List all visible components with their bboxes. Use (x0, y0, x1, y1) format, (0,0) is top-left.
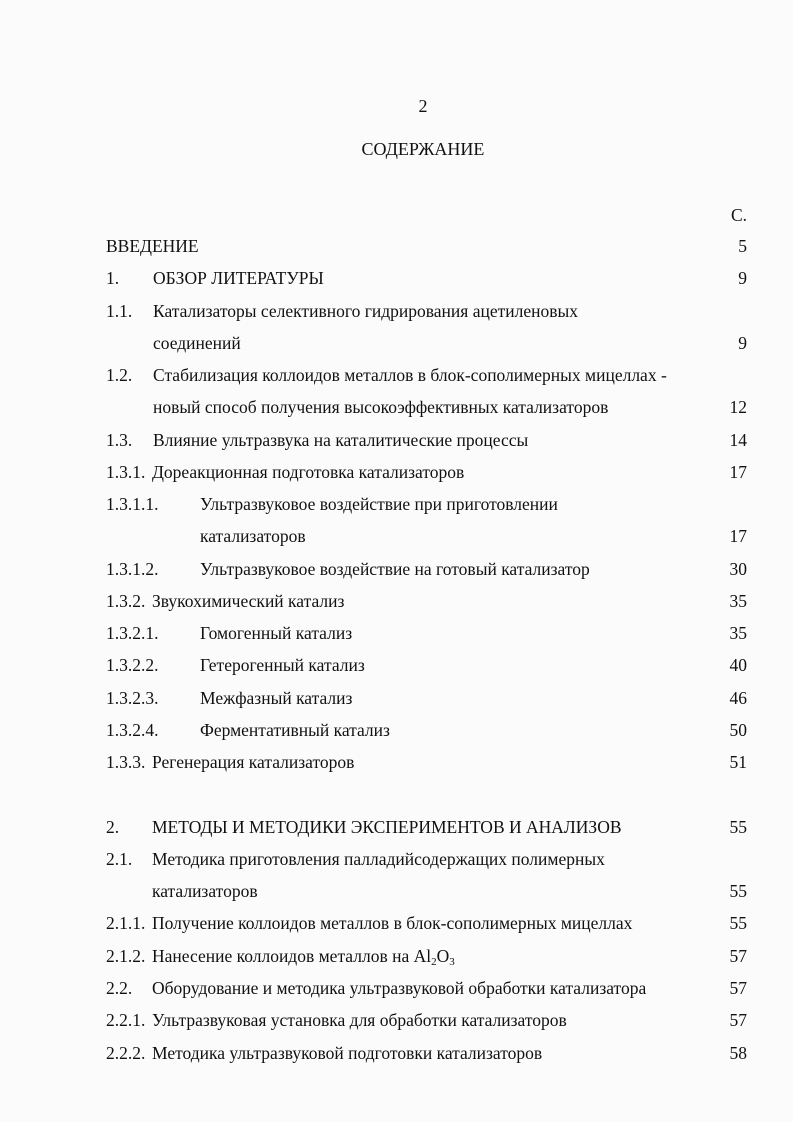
toc-page: 55 (729, 881, 747, 901)
toc-page: 40 (729, 655, 747, 675)
toc-number: 1.3.1.2. (106, 559, 159, 579)
toc-title: Стабилизация коллоидов металлов в блок-сополимерных мицеллах - (153, 365, 667, 385)
toc-page: 57 (729, 978, 747, 998)
toc-page: 57 (729, 1010, 747, 1030)
toc-entry[interactable] (0, 655, 793, 681)
toc-page: 5 (738, 236, 747, 256)
toc-number: 2.1. (106, 849, 133, 869)
toc-number: 2. (106, 817, 120, 837)
toc-entry[interactable] (0, 591, 793, 617)
toc-title: Межфазный катализ (200, 688, 353, 708)
toc-entry[interactable] (0, 1010, 793, 1036)
page-column-header (0, 205, 793, 231)
toc-entry[interactable] (0, 559, 793, 585)
toc-title: Гетерогенный катализ (200, 655, 365, 675)
toc-number: 1.3.2.4. (106, 720, 159, 740)
toc-page: 9 (738, 333, 747, 353)
toc-title: Методика ультразвуковой подготовки катализаторов (152, 1043, 543, 1063)
toc-page: 55 (729, 817, 747, 837)
toc-title: Оборудование и методика ультразвуковой обработки катализатора (152, 978, 647, 998)
toc-page: 14 (729, 430, 747, 450)
toc-number: 2.1.2. (106, 946, 146, 966)
toc-title: Регенерация катализаторов (152, 752, 355, 772)
toc-title: Гомогенный катализ (200, 623, 353, 643)
toc-title: катализаторов (200, 526, 306, 546)
page-number: 2 (418, 96, 428, 116)
toc-page: 58 (729, 1043, 747, 1063)
toc-entry[interactable] (0, 268, 793, 294)
page-title: СОДЕРЖАНИЕ (361, 139, 485, 159)
toc-number: 2.2. (106, 978, 133, 998)
toc-title: Ультразвуковое воздействие при приготовлении (200, 494, 558, 514)
toc-entry[interactable] (0, 720, 793, 746)
toc-number: 1. (106, 268, 120, 288)
toc-title: Ультразвуковое воздействие на готовый катализатор (200, 559, 590, 579)
toc-entry-continuation[interactable] (0, 397, 793, 423)
toc-entry[interactable] (0, 978, 793, 1004)
toc-entry[interactable] (0, 494, 793, 520)
toc-entry[interactable] (0, 430, 793, 456)
toc-page: 50 (729, 720, 747, 740)
toc-page: 30 (729, 559, 747, 579)
toc-number: 1.3.1.1. (106, 494, 159, 514)
toc-entry[interactable] (0, 688, 793, 714)
toc-entry[interactable] (0, 301, 793, 327)
subscript: 3 (449, 956, 455, 968)
toc-title-text: O (436, 946, 450, 966)
toc-entry[interactable] (0, 752, 793, 778)
toc-entry[interactable] (0, 913, 793, 939)
toc-number: 1.3. (106, 430, 133, 450)
toc-number: 1.3.3. (106, 752, 146, 772)
toc-title: ОБЗОР ЛИТЕРАТУРЫ (153, 268, 324, 288)
toc-title (152, 946, 455, 967)
page-column-label: С. (730, 205, 747, 225)
subscript: 2 (431, 956, 437, 968)
toc-page: 12 (729, 397, 747, 417)
toc-entry[interactable] (0, 849, 793, 875)
toc-number: 2.2.2. (106, 1043, 146, 1063)
toc-page: 46 (729, 688, 747, 708)
toc-number: 2.2.1. (106, 1010, 146, 1030)
toc-entry[interactable] (0, 1043, 793, 1069)
toc-title: Ультразвуковая установка для обработки катализаторов (152, 1010, 567, 1030)
toc-entry[interactable] (0, 817, 793, 843)
toc-page: 9 (738, 268, 747, 288)
toc-page: 57 (729, 946, 747, 966)
toc-title: МЕТОДЫ И МЕТОДИКИ ЭКСПЕРИМЕНТОВ И АНАЛИЗОВ (152, 817, 622, 837)
toc-number: 1.1. (106, 301, 133, 321)
toc-title: Звукохимический катализ (152, 591, 345, 611)
toc-title: Дореакционная подготовка катализаторов (152, 462, 465, 482)
toc-page: 55 (729, 913, 747, 933)
toc-title: Получение коллоидов металлов в блок-сополимерных мицеллах (152, 913, 633, 933)
toc-title: новый способ получения высокоэффективных катализаторов (153, 397, 609, 417)
toc-number: 1.3.2.2. (106, 655, 159, 675)
toc-page: 35 (729, 623, 747, 643)
toc-entry-continuation[interactable] (0, 881, 793, 907)
toc-entry[interactable] (0, 462, 793, 488)
toc-entry-continuation[interactable] (0, 333, 793, 359)
toc-title-text: Нанесение коллоидов металлов на Al (152, 946, 432, 966)
toc-title: Влияние ультразвука на каталитические процессы (153, 430, 529, 450)
toc-entry-continuation[interactable] (0, 526, 793, 552)
toc-number: 1.3.2. (106, 591, 146, 611)
toc-number: 1.3.1. (106, 462, 146, 482)
toc-entry[interactable] (0, 236, 793, 262)
toc-number: 2.1.1. (106, 913, 146, 933)
toc-title: Катализаторы селективного гидрирования ацетиленовых (153, 301, 579, 321)
toc-page: 17 (729, 462, 747, 482)
toc-page: 35 (729, 591, 747, 611)
toc-number: 1.2. (106, 365, 133, 385)
toc-entry[interactable] (0, 623, 793, 649)
toc-page: 17 (729, 526, 747, 546)
toc-entry[interactable] (0, 365, 793, 391)
toc-title: Методика приготовления палладийсодержащих полимерных (152, 849, 605, 869)
toc-title: ВВЕДЕНИЕ (106, 236, 199, 256)
toc-entry[interactable] (0, 946, 793, 972)
toc-title: соединений (153, 333, 241, 353)
toc-number: 1.3.2.1. (106, 623, 159, 643)
toc-title: Ферментативный катализ (200, 720, 390, 740)
toc-page: 51 (729, 752, 747, 772)
toc-title: катализаторов (152, 881, 258, 901)
toc-number: 1.3.2.3. (106, 688, 159, 708)
